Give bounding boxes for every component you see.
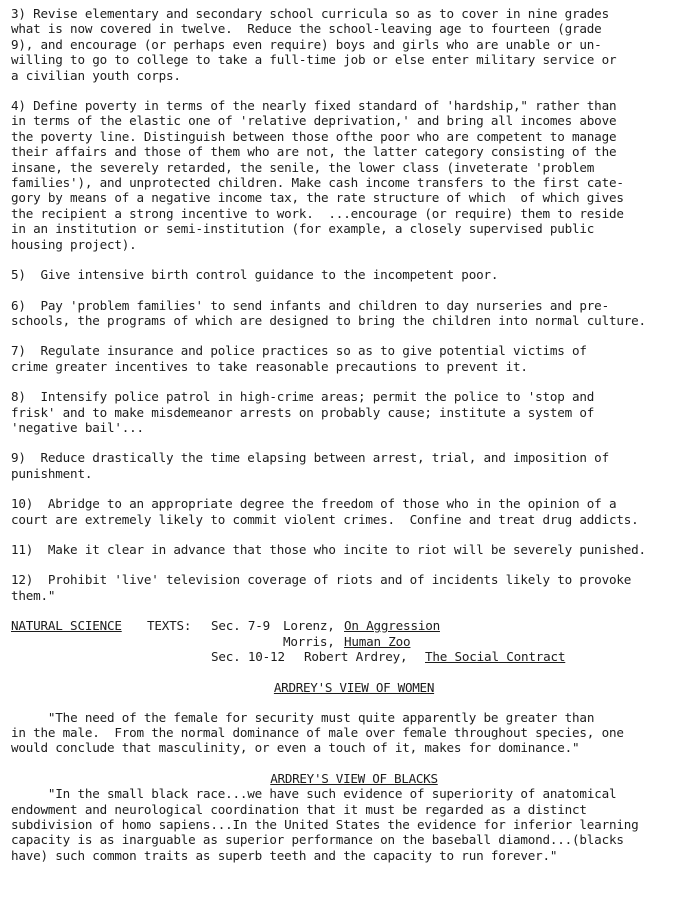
text-line: schools, the programs of which are designed to bring the children into normal culture. xyxy=(11,312,646,328)
section-1: Sec. 7-9 xyxy=(211,618,271,634)
blacks-quote xyxy=(11,786,697,863)
quote-line: "The need of the female for security must quite apparently be greater than xyxy=(11,709,595,725)
policy-item xyxy=(11,298,697,329)
text-line: 5) Give intensive birth control guidance to the incompetent poor. xyxy=(11,267,499,283)
policy-item xyxy=(11,98,697,252)
text-line: willing to go to college to take a full-time job or else enter military service or xyxy=(11,52,617,68)
author-lorenz: Lorenz, xyxy=(283,618,335,634)
author-morris: Morris, xyxy=(283,633,335,649)
text-line: in an institution or semi-institution (for example, a closely supervised public xyxy=(11,221,595,237)
text-line: frisk' and to make misdemeanor arrests on probably cause; institute a system of xyxy=(11,404,595,420)
quote-line: would conclude that masculinity, or even a touch of it, makes for dominance." xyxy=(11,740,580,756)
quote-line: in the male. From the normal dominance of male over female throughout species, one xyxy=(11,725,624,740)
women-heading: ARDREY'S VIEW OF WOMEN xyxy=(273,680,435,696)
text-line: 'negative bail'... xyxy=(11,419,144,435)
text-line: 9), and encourage (or perhaps even require) boys and girls who are unable or un- xyxy=(11,36,602,52)
text-line: the recipient a strong incentive to work. ...encourage (or require) them to reside xyxy=(11,205,624,221)
text-line: 7) Regulate insurance and police practices so as to give potential victims of xyxy=(11,343,587,359)
author-ardrey: Robert Ardrey, xyxy=(304,648,408,664)
blacks-heading: ARDREY'S VIEW OF BLACKS xyxy=(270,770,438,786)
policy-list xyxy=(11,6,697,618)
text-line: crime greater incentives to take reasonable precautions to prevent it. xyxy=(11,358,528,374)
document-page xyxy=(11,6,697,863)
quote-line: "In the small black race...we have such evidence of superiority of anatomical xyxy=(11,786,617,802)
policy-item xyxy=(11,572,697,603)
text-line: housing project). xyxy=(11,236,137,252)
quote-line: subdivision of homo sapiens...In the United States the evidence for inferior learning xyxy=(11,817,639,833)
text-line: punishment. xyxy=(11,465,93,481)
policy-item xyxy=(11,6,697,83)
text-line: 8) Intensify police patrol in high-crime areas; permit the police to 'stop and xyxy=(11,389,595,405)
text-line: court are extremely likely to commit violent crimes. Confine and treat drug addicts. xyxy=(11,511,639,527)
texts-colon: TEXTS: xyxy=(147,618,192,634)
text-line: 4) Define poverty in terms of the nearly fixed standard of 'hardship," rather than xyxy=(11,98,617,114)
natural-science-texts xyxy=(11,618,697,680)
quote-line: have) such common traits as superb teeth and the capacity to run forever." xyxy=(11,847,558,863)
quote-line: capacity is as inarguable as superior performance on the baseball diamond...(blacks xyxy=(11,832,624,848)
text-line: 6) Pay 'problem families' to send infants and children to day nurseries and pre- xyxy=(11,297,609,313)
text-line: 11) Make it clear in advance that those who incite to riot will be severely punished. xyxy=(11,541,646,557)
title-human-zoo: Human Zoo xyxy=(344,633,411,649)
text-line: the poverty line. Distinguish between those ofthe poor who are competent to manage xyxy=(11,128,617,144)
texts-label: NATURAL SCIENCE xyxy=(11,618,122,634)
policy-item xyxy=(11,496,697,527)
text-line: 3) Revise elementary and secondary school curricula so as to cover in nine grades xyxy=(11,6,609,21)
policy-item xyxy=(11,389,697,435)
text-line: them." xyxy=(11,587,56,603)
women-quote xyxy=(11,710,697,756)
text-line: families'), and unprotected children. Make cash income transfers to the first cate- xyxy=(11,175,624,191)
text-line: 9) Reduce drastically the time elapsing between arrest, trial, and imposition of xyxy=(11,450,609,466)
text-line: in terms of the elastic one of 'relative deprivation,' and bring all incomes above xyxy=(11,113,617,129)
policy-item xyxy=(11,267,697,282)
text-line: a civilian youth corps. xyxy=(11,67,181,83)
title-social-contract: The Social Contract xyxy=(425,648,566,664)
policy-item xyxy=(11,343,697,374)
quote-line: endowment and neurological coordination that it must be regarded as a distinct xyxy=(11,801,587,817)
text-line: 12) Prohibit 'live' television coverage of riots and of incidents likely to provoke xyxy=(11,572,632,588)
policy-item xyxy=(11,450,697,481)
title-on-aggression: On Aggression xyxy=(344,618,440,634)
text-line: 10) Abridge to an appropriate degree the freedom of those who in the opinion of a xyxy=(11,496,617,512)
text-line: insane, the severely retarded, the senile, the lower class (inveterate 'problem xyxy=(11,159,595,175)
text-line: what is now covered in twelve. Reduce the school-leaving age to fourteen (grade xyxy=(11,21,602,37)
section-2: Sec. 10-12 xyxy=(211,648,285,664)
text-line: their affairs and those of them who are not, the latter category consisting of the xyxy=(11,144,617,160)
policy-item xyxy=(11,542,697,557)
text-line: gory by means of a negative income tax, the rate structure of which of which gives xyxy=(11,190,624,206)
